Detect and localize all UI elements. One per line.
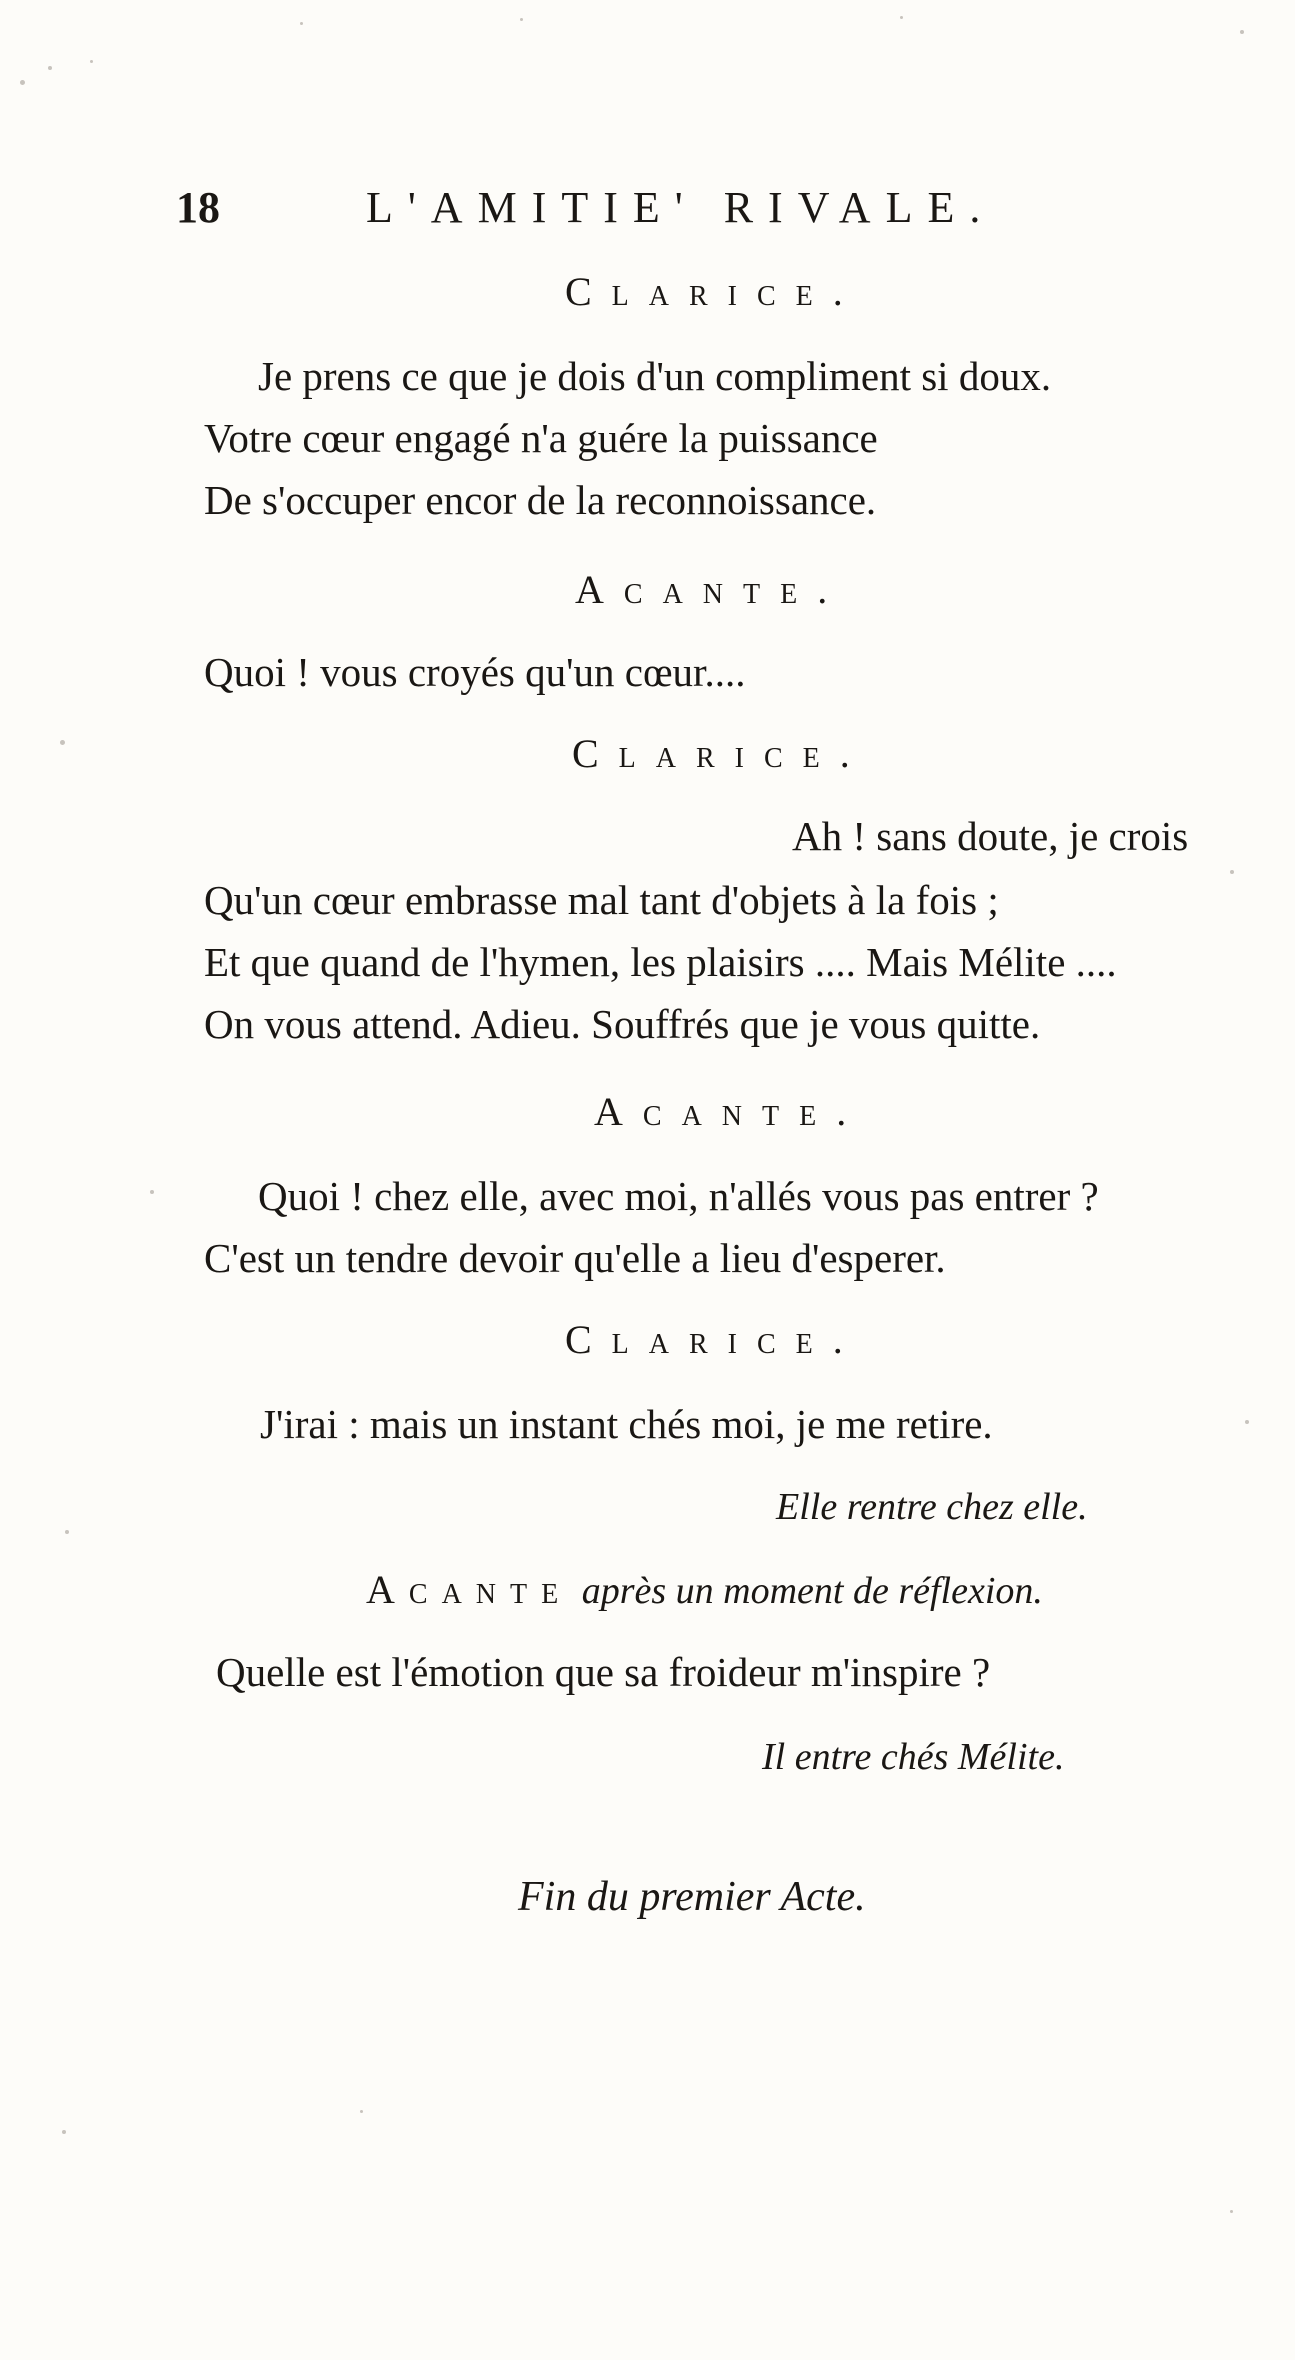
verse-line: Je prens ce que je dois d'un compliment si doux. <box>258 353 1052 399</box>
speaker-direction: après un moment de réflexion. <box>581 1570 1043 1612</box>
speaker-name: Acante <box>366 1567 573 1612</box>
paper-speck <box>1230 870 1234 874</box>
paper-speck <box>300 22 303 25</box>
running-title: L'AMITIE' RIVALE. <box>366 183 996 232</box>
verse-line: Quelle est l'émotion que sa froideur m'inspire ? <box>216 1649 991 1695</box>
verse-line: Et que quand de l'hymen, les plaisirs .... Mais Mélite .... <box>204 939 1117 985</box>
paper-speck <box>360 2110 363 2113</box>
paper-speck <box>65 1530 69 1534</box>
paper-speck <box>48 66 52 70</box>
page-number: 18 <box>176 183 220 232</box>
speaker-heading: Acante. <box>594 1089 867 1134</box>
paper-speck <box>900 16 903 19</box>
paper-speck <box>20 80 25 85</box>
paper-speck <box>1240 30 1244 34</box>
speaker-heading: Clarice. <box>572 731 870 776</box>
verse-line: Quoi ! vous croyés qu'un cœur.... <box>204 649 746 695</box>
stage-direction: Il entre chés Mélite. <box>762 1736 1065 1778</box>
speaker-heading-with-direction <box>366 1567 1043 1612</box>
verse-line: Ah ! sans doute, je crois <box>792 813 1189 859</box>
paper-speck <box>150 1190 154 1194</box>
verse-line: Qu'un cœur embrasse mal tant d'objets à la fois ; <box>204 877 999 923</box>
speaker-heading: Clarice. <box>565 269 863 314</box>
verse-line: On vous attend. Adieu. Souffrés que je vous quitte. <box>204 1001 1041 1047</box>
paper-speck <box>520 18 523 21</box>
verse-line: Votre cœur engagé n'a guére la puissance <box>204 415 878 461</box>
running-header <box>176 182 1076 242</box>
paper-speck <box>1230 2210 1233 2213</box>
verse-line: De s'occuper encor de la reconnoissance. <box>204 477 877 523</box>
verse-line: Quoi ! chez elle, avec moi, n'allés vous pas entrer ? <box>258 1173 1099 1219</box>
paper-speck <box>90 60 93 63</box>
paper-speck <box>62 2130 66 2134</box>
verse-line: J'irai : mais un instant chés moi, je me retire. <box>260 1401 993 1447</box>
paper-speck <box>60 740 65 745</box>
verse-line: C'est un tendre devoir qu'elle a lieu d'esperer. <box>204 1235 946 1281</box>
act-end-note: Fin du premier Acte. <box>518 1874 866 1920</box>
paper-speck <box>1245 1420 1249 1424</box>
speaker-heading: Clarice. <box>565 1317 863 1362</box>
stage-direction: Elle rentre chez elle. <box>776 1486 1088 1528</box>
speaker-heading: Acante. <box>575 567 848 612</box>
